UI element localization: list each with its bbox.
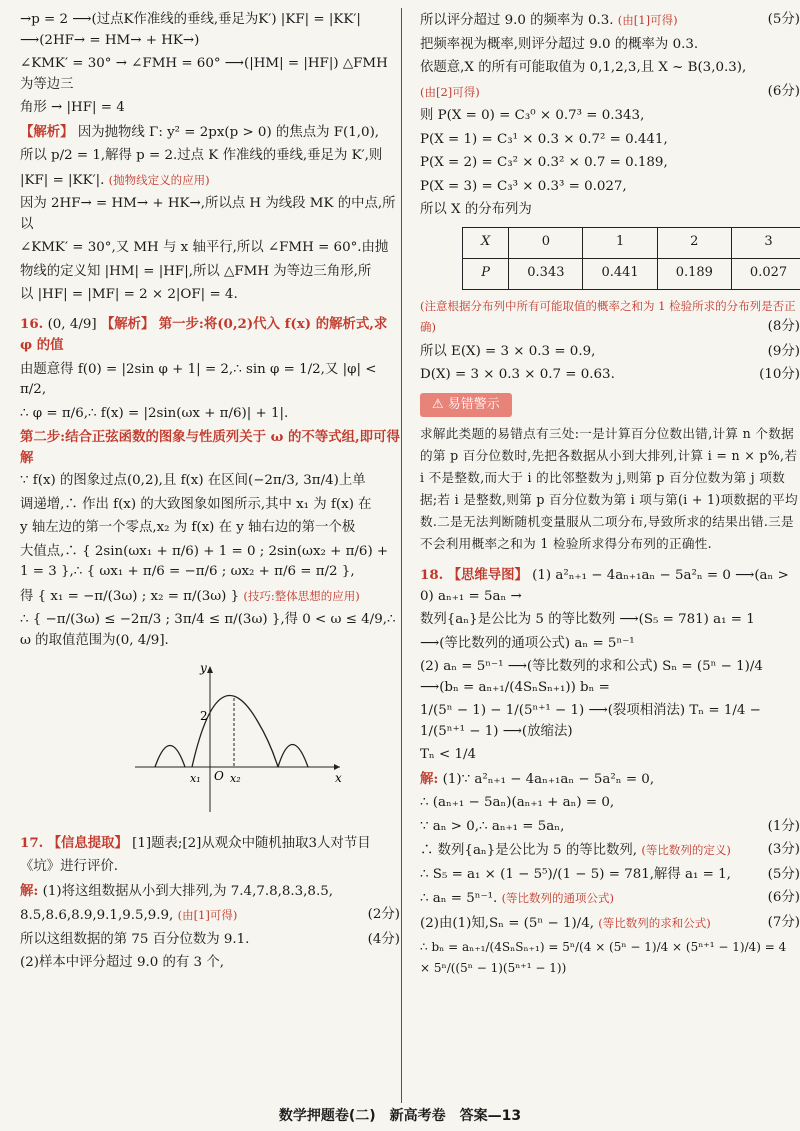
q18-e3-score: (1分) [767,818,800,834]
q17-d2-note: (由[1]可得) [177,908,238,922]
q16-c3: y 轴左边的第一个零点,x₂ 为 f(x) 在 y 轴右边的第一个极 [20,520,356,535]
q18-number: 18. [420,567,444,583]
q15-a7: 以 |HF| = |MF| = 2 × 2|OF| = 4. [20,287,238,302]
q18-header [420,565,800,607]
table-cell: X [463,227,509,258]
warning-label: 易错警示 [447,396,500,412]
q15-flow-line1: →p = 2 ⟶(过点K作准线的垂线,垂足为K′) |KF| = |KK′| ⟶(2HF→ = HM→ + HK→) [20,12,361,48]
table-cell: 0.441 [583,258,657,289]
q17-info-tag: 【信息提取】 [47,834,128,851]
q17-i1: [1]题表;[2]从观众中随机抽取3人对节目 [132,835,371,851]
curve-left-hump [155,746,185,768]
q15-a5: ∠KMK′ = 30°,又 MH 与 x 轴平行,所以 ∠FMH = 60°.由抛 [20,240,389,255]
q18-e1-line [420,769,800,791]
q15-a4: 因为 2HF→ = HM→ + HK→,所以点 H 为线段 MK 的中点,所以 [20,196,396,232]
q17-r1: 所以评分超过 9.0 的频率为 0.3. [420,13,614,28]
q18-e1: (1)∵ a²ₙ₊₁ − 4aₙ₊₁aₙ − 5a²ₙ = 0, [442,771,655,787]
graph-x1-label: x₁ [190,772,201,785]
curve-right-hump [278,745,308,768]
q17-r7: P(X = 2) = C₃² × 0.3² × 0.7 = 0.189, [420,155,668,170]
q17-r8: P(X = 3) = C₃³ × 0.3³ = 0.027, [420,178,627,194]
q18-e5: ∴ S₅ = a₁ × (1 − 5⁵)/(1 − 5) = 781,解得 a₁ = 1, [420,866,731,882]
q17-r1-line [420,10,800,32]
q17-d3: 所以这组数据的第 75 百分位数为 9.1. [20,931,250,947]
q18-e8: ∴ bₙ = aₙ₊₁/(4SₙSₙ₊₁) = 5ⁿ/(4 × (5ⁿ − 1)/4 × (5ⁿ⁺¹ − 1)/4) = 4 × 5ⁿ/((5ⁿ − 1)(5ⁿ⁺¹ − 1)) [420,940,787,975]
q18-m4: (2) aₙ = 5ⁿ⁻¹ ⟶(等比数列的求和公式) Sₙ = (5ⁿ − 1)/4 ⟶(bₙ = aₙ₊₁/(4SₙSₙ₊₁)) bₙ = [420,659,763,695]
q17-distribution-table [462,227,800,290]
q16-b2: ∴ φ = π/6,∴ f(x) = |2sin(ωx + π/6)| + 1|. [20,405,289,421]
q16-function-graph [130,662,350,817]
y-axis-arrow [207,666,213,673]
q18-m1: (1) a²ₙ₊₁ − 4aₙ₊₁aₙ − 5a²ₙ = 0 ⟶(aₙ > 0) aₙ₊₁ = 5aₙ → [420,568,789,604]
q18-mindmap-tag: 【思维导图】 [447,567,528,583]
q15-a1: 因为抛物线 Γ: y² = 2px(p > 0) 的焦点为 F(1,0), [77,124,380,140]
q17-r3: 依题意,X 的所有可能取值为 0,1,2,3,且 X ~ B(3,0.3), [420,60,747,75]
q18-e7: (2)由(1)知,Sₙ = (5ⁿ − 1)/4, [420,915,594,931]
q17-r11: 所以 E(X) = 3 × 0.3 = 0.9, [420,343,596,359]
q18-m3: ⟶(等比数列的通项公式) aₙ = 5ⁿ⁻¹ [420,635,635,651]
q16-c1: ∵ f(x) 的图象过点(0,2),且 f(x) 在区间(−2π/3, 3π/4)上单 [20,473,366,488]
graph-y-label: y [200,662,207,675]
graph-x-label: x [335,771,342,785]
q18-e4-score: (3分) [767,842,800,857]
q16-c4: 大值点,∴ { 2sin(ωx₁ + π/6) + 1 = 0 ; 2sin(ωx₂ + π/6) + 1 = 3 },∴ { ωx₁ + π/6 = −π/6 ; ωx₂ + π/6 = π/2 }, [20,543,389,579]
q18-e7-score: (7分) [767,914,800,930]
q17-r4-note: (由[2]可得) [420,84,480,99]
q18-m2: 数列{aₙ}是公比为 5 的等比数列 ⟶(S₅ = 781) a₁ = 1 [420,612,755,627]
table-cell: 0 [509,227,583,258]
q15-a2: 所以 p/2 = 1,解得 p = 2.过点 K 作准线的垂线,垂足为 K′,则 [20,148,383,163]
q18-e4-line [420,840,800,862]
q18-e7-line [420,913,800,935]
q18-m5: 1/(5ⁿ − 1) − 1/(5ⁿ⁺¹ − 1) ⟶(裂项相消法) Tₙ = 1/4 − 1/(5ⁿ⁺¹ − 1) ⟶(放缩法) [420,703,761,739]
q17-d1-line [20,881,400,903]
q16-step2: 第二步:结合正弦函数的图象与性质列关于 ω 的不等式组,即可得解 [20,429,400,466]
q16-step1: 第一步:将(0,2)代入 f(x) 的解析式,求 φ 的值 [20,315,388,353]
q16-c2: 调递增,∴ 作出 f(x) 的大致图象如图所示,其中 x₁ 为 f(x) 在 [20,496,372,512]
q16-number: 16. [20,315,44,332]
q16-c5-line [20,586,400,608]
left-column [20,10,400,977]
q18-e4-note: (等比数列的定义) [641,843,731,857]
graph-origin-label: O [214,769,224,783]
q17-r6: P(X = 1) = C₃¹ × 0.3 × 0.7² = 0.441, [420,131,668,147]
q17-r4-score: (6分) [767,83,800,99]
q17-d2: 8.5,8.6,8.9,9.1,9.5,9.9, [20,908,174,923]
q17-d3-line [20,930,400,951]
q15-flow-line3: 角形 → |HF| = 4 [20,100,125,115]
q17-r10-line [420,296,800,339]
q17-d2-score: (2分) [367,907,400,922]
q17-r12-score: (10分) [759,367,800,382]
curve-main-hump [192,696,278,767]
q17-r2: 把频率视为概率,则评分超过 9.0 的概率为 0.3. [420,36,699,52]
q17-d4: (2)样本中评分超过 9.0 的有 3 个, [20,955,224,970]
table-cell: 0.343 [509,258,583,289]
q17-d3-score: (4分) [367,931,400,947]
q17-r12: D(X) = 3 × 0.3 × 0.7 = 0.63. [420,367,615,382]
table-cell: 3 [731,227,800,258]
q17-d1: (1)将这组数据从小到大排列,为 7.4,7.8,8.3,8.5, [42,883,333,899]
graph-two-label: 2 [200,709,208,723]
q15-a6: 物线的定义知 |HM| = |HF|,所以 △FMH 为等边三角形,所 [20,263,372,279]
q16-analysis-tag: 【解析】 [100,315,155,332]
q18-e7-note: (等比数列的求和公式) [598,915,711,930]
q17-d2-line [20,905,400,927]
warning-icon: ⚠ [432,396,448,412]
q17-r5: 则 P(X = 0) = C₃⁰ × 0.7³ = 0.343, [420,108,645,123]
q18-e5-line [420,865,800,886]
q18-sol-tag: 解: [420,770,439,787]
q16-header [20,314,400,357]
q16-answer: (0, 4/9] [47,316,97,332]
q17-r12-line [420,365,800,386]
q18-e6-note: (等比数列的通项公式) [501,891,615,905]
q17-r11-line [420,342,800,363]
q17-number: 17. [20,834,44,851]
q16-c5-note: (技巧:整体思想的应用) [243,588,360,603]
error-warning-badge [420,393,512,418]
q16-c6: ∴ { −π/(3ω) ≤ −2π/3 ; 3π/4 ≤ π/(3ω) },得 0 < ω ≤ 4/9,∴ ω 的取值范围为(0, 4/9]. [20,612,396,648]
q17-r1-score: (5分) [767,12,800,27]
q18-e6: ∴ aₙ = 5ⁿ⁻¹. [420,891,498,906]
table-cell: P [463,258,509,289]
q16-c5: 得 { x₁ = −π/(3ω) ; x₂ = π/(3ω) } [20,588,240,604]
table-cell: 0.027 [731,258,800,289]
q18-e6-score: (6分) [767,890,800,905]
q17-r1-note: (由[1]可得) [617,13,678,27]
q18-e3: ∵ aₙ > 0,∴ aₙ₊₁ = 5aₙ, [420,818,565,834]
q15-a3: |KF| = |KK′|. [20,172,105,188]
q15-a3-line [20,170,400,192]
q15-a3-note: (抛物线定义的应用) [108,172,210,187]
graph-x2-label: x₂ [230,772,241,785]
q17-r9: 所以 X 的分布列为 [420,202,532,217]
table-row [463,227,800,258]
q17-header [20,833,400,855]
q17-r10-score: (8分) [767,319,800,334]
q18-m6: Tₙ < 1/4 [420,747,477,762]
q18-e3-line [420,817,800,838]
right-column [420,10,800,981]
column-divider [401,8,402,1103]
table-cell: 1 [583,227,657,258]
q17-i2: 《坑》进行评价. [20,859,118,874]
q17-sol-tag: 解: [20,882,39,899]
x-axis-arrow [334,764,340,770]
q15-flow-line2: ∠KMK′ = 30° → ∠FMH = 60° ⟶(|HM| = |HF|) △FMH 为等边三 [20,56,388,92]
q15-analysis-tag: 【解析】 [20,123,74,140]
table-cell: 0.189 [657,258,731,289]
q17-warning-text: 求解此类题的易错点有三处:一是计算百分位数出错,计算 n 个数据的第 p 百分位数时,先把各数据从小到大排列,计算 i = n × p%,若 i 不是整数,而大于 i 的比邻整数为 j,则第 p 百分位数为第 j 项数据;若 i 是整数,则第 p 百分位数为第 i 项与第(i + 1)项数据的平均数.二是无法判断随机变量服从二项分布,导致所求的结果出错.三是不会利用概率之和为 1 检验所求得分布列的正确性. [420,426,798,551]
q17-r4-line [420,82,800,104]
page-footer: 数学押题卷(二) 新高考卷 答案—13 [278,1108,522,1124]
q16-b1: 由题意得 f(0) = |2sin φ + 1| = 2,∴ sin φ = 1/2,又 |φ| < π/2, [20,361,377,397]
table-row [463,258,800,289]
q17-r11-score: (9分) [767,343,800,359]
table-cell: 2 [657,227,731,258]
q18-e5-score: (5分) [767,866,800,882]
q15-analysis [20,122,400,144]
q18-e2: ∴ (aₙ₊₁ − 5aₙ)(aₙ₊₁ + aₙ) = 0, [420,795,615,810]
q18-e6-line [420,888,800,910]
q17-r10-note: (注意根据分布列中所有可能取值的概率之和为 1 检验所求的分布列是否正确) [420,298,796,334]
q18-e4: ∴ 数列{aₙ}是公比为 5 的等比数列, [420,843,638,858]
